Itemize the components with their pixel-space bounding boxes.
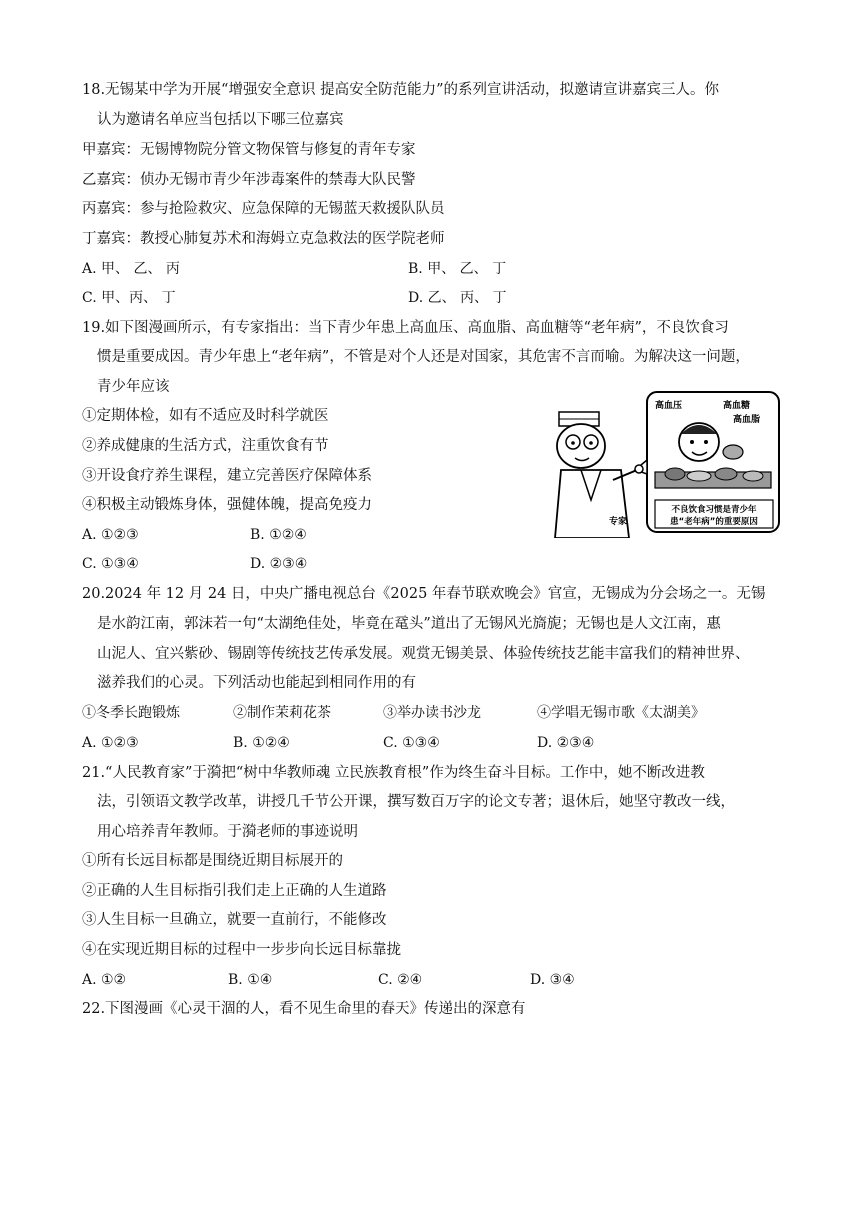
expert-head (557, 424, 605, 468)
q21-item-3: ③人生目标一旦确立，就要一直前行，不能修改 (82, 912, 387, 928)
q19-item-4: ④积极主动锻炼身体，强健体魄，提高免疫力 (82, 497, 372, 513)
q21-option-c: C. ②④ (378, 972, 423, 988)
q20-item-4: ④学唱无锡市歌《太湖美》 (537, 705, 705, 721)
q20-item-3: ③举办读书沙龙 (383, 705, 481, 721)
q19-option-a: A. ①②③ (82, 527, 139, 543)
q20-stem-line3: 山泥人、宜兴紫砂、锡剧等传统技艺传承发展。观赏无锡美景、体验传统技艺能丰富我们的精神世界、 (97, 646, 750, 662)
q18-option-a: A. 甲、 乙、 丙 (82, 261, 180, 277)
q19-item-3: ③开设食疗养生课程，建立完善医疗保障体系 (82, 468, 372, 484)
q21-item-4: ④在实现近期目标的过程中一步步向长远目标靠拢 (82, 942, 401, 958)
q18-stem-line2: 认为邀请名单应当包括以下哪三位嘉宾 (97, 112, 344, 128)
q19-stem-line1: 19.如下图漫画所示，有专家指出：当下青少年患上高血压、高血脂、高血糖等“老年病”，不良饮食习 (82, 320, 729, 336)
q21-stem-line3: 用心培养青年教师。于漪老师的事迹说明 (97, 824, 358, 840)
q18-option-c: C. 甲、丙、 丁 (82, 290, 176, 306)
q21-item-2: ②正确的人生目标指引我们走上正确的人生道路 (82, 883, 387, 899)
food-icon (723, 445, 743, 459)
q19-option-c: C. ①③④ (82, 556, 139, 572)
q19-option-d: D. ②③④ (250, 556, 308, 572)
q19-item-2: ②养成健康的生活方式，注重饮食有节 (82, 438, 329, 454)
q19-item-1: ①定期体检，如有不适应及时科学就医 (82, 408, 329, 424)
expert-label: 专家 (609, 517, 628, 527)
q21-stem-line2: 法，引领语文教学改革，讲授几千节公开课，撰写数百万字的论文专著；退休后，她坚守教改一线， (97, 794, 735, 810)
q21-option-b: B. ①④ (228, 972, 273, 988)
q20-item-1: ①冬季长跑锻炼 (82, 705, 180, 721)
q19-stem-line2: 惯是重要成因。青少年患上“老年病”，不管是对个人还是对国家，其危害不言而喻。为解决这一问题， (97, 349, 750, 365)
q22-stem-line1: 22.下图漫画《心灵干涸的人，看不见生命里的春天》传递出的深意有 (82, 1001, 526, 1017)
q18-item-2: 乙嘉宾：侦办无锡市青少年涉毒案件的禁毒大队民警 (82, 172, 416, 188)
q19-stem-line3: 青少年应该 (97, 379, 170, 395)
q18-item-3: 丙嘉宾：参与抢险救灾、应急保障的无锡蓝天救援队队员 (82, 201, 445, 217)
q20-option-c: C. ①③④ (383, 735, 440, 751)
q18-option-d: D. 乙、 丙、 丁 (408, 290, 507, 306)
label-hyperlipidemia: 高血脂 (733, 415, 761, 425)
q18-stem-line1: 18.无锡某中学为开展“增强安全意识 提高安全防范能力”的系列宣讲活动，拟邀请宣讲嘉宾三人。你 (82, 82, 719, 98)
q18-item-1: 甲嘉宾：无锡博物院分管文物保管与修复的青年专家 (82, 142, 416, 158)
q21-option-d: D. ③④ (530, 972, 575, 988)
q19-cartoon (551, 390, 783, 538)
expert-coat (555, 470, 629, 538)
q20-option-d: D. ②③④ (537, 735, 595, 751)
q18-item-4: 丁嘉宾：教授心肺复苏术和海姆立克急救法的医学院老师 (82, 231, 445, 247)
q20-stem-line4: 滋养我们的心灵。下列活动也能起到相同作用的有 (97, 675, 416, 691)
label-hypertension: 高血压 (655, 401, 683, 411)
cartoon-caption-line2: 患“老年病”的重要原因 (670, 517, 758, 527)
label-hyperglycemia: 高血糖 (723, 401, 751, 411)
q21-item-1: ①所有长远目标都是围绕近期目标展开的 (82, 853, 343, 869)
q20-option-a: A. ①②③ (82, 735, 139, 751)
q21-option-a: A. ①② (82, 972, 127, 988)
q20-stem-line1: 20.2024 年 12 月 24 日，中央广播电视总台《2025 年春节联欢晚会》官宣，无锡成为分会场之一。无锡 (82, 586, 766, 602)
cartoon-caption-line1: 不良饮食习惯是青少年 (671, 505, 757, 515)
q21-stem-line1: 21.“人民教育家”于漪把“树中华教师魂 立民族教育根”作为终生奋斗目标。工作中，她不断改进教 (82, 765, 705, 781)
q20-option-b: B. ①②④ (233, 735, 290, 751)
q19-option-b: B. ①②④ (250, 527, 307, 543)
q20-stem-line2: 是水韵江南，郭沫若一句“太湖绝佳处，毕竟在鼋头”道出了无锡风光旖旎；无锡也是人文江南，惠 (97, 616, 721, 632)
q20-item-2: ②制作茉莉花茶 (233, 705, 331, 721)
q18-option-b: B. 甲、 乙、 丁 (408, 261, 507, 277)
